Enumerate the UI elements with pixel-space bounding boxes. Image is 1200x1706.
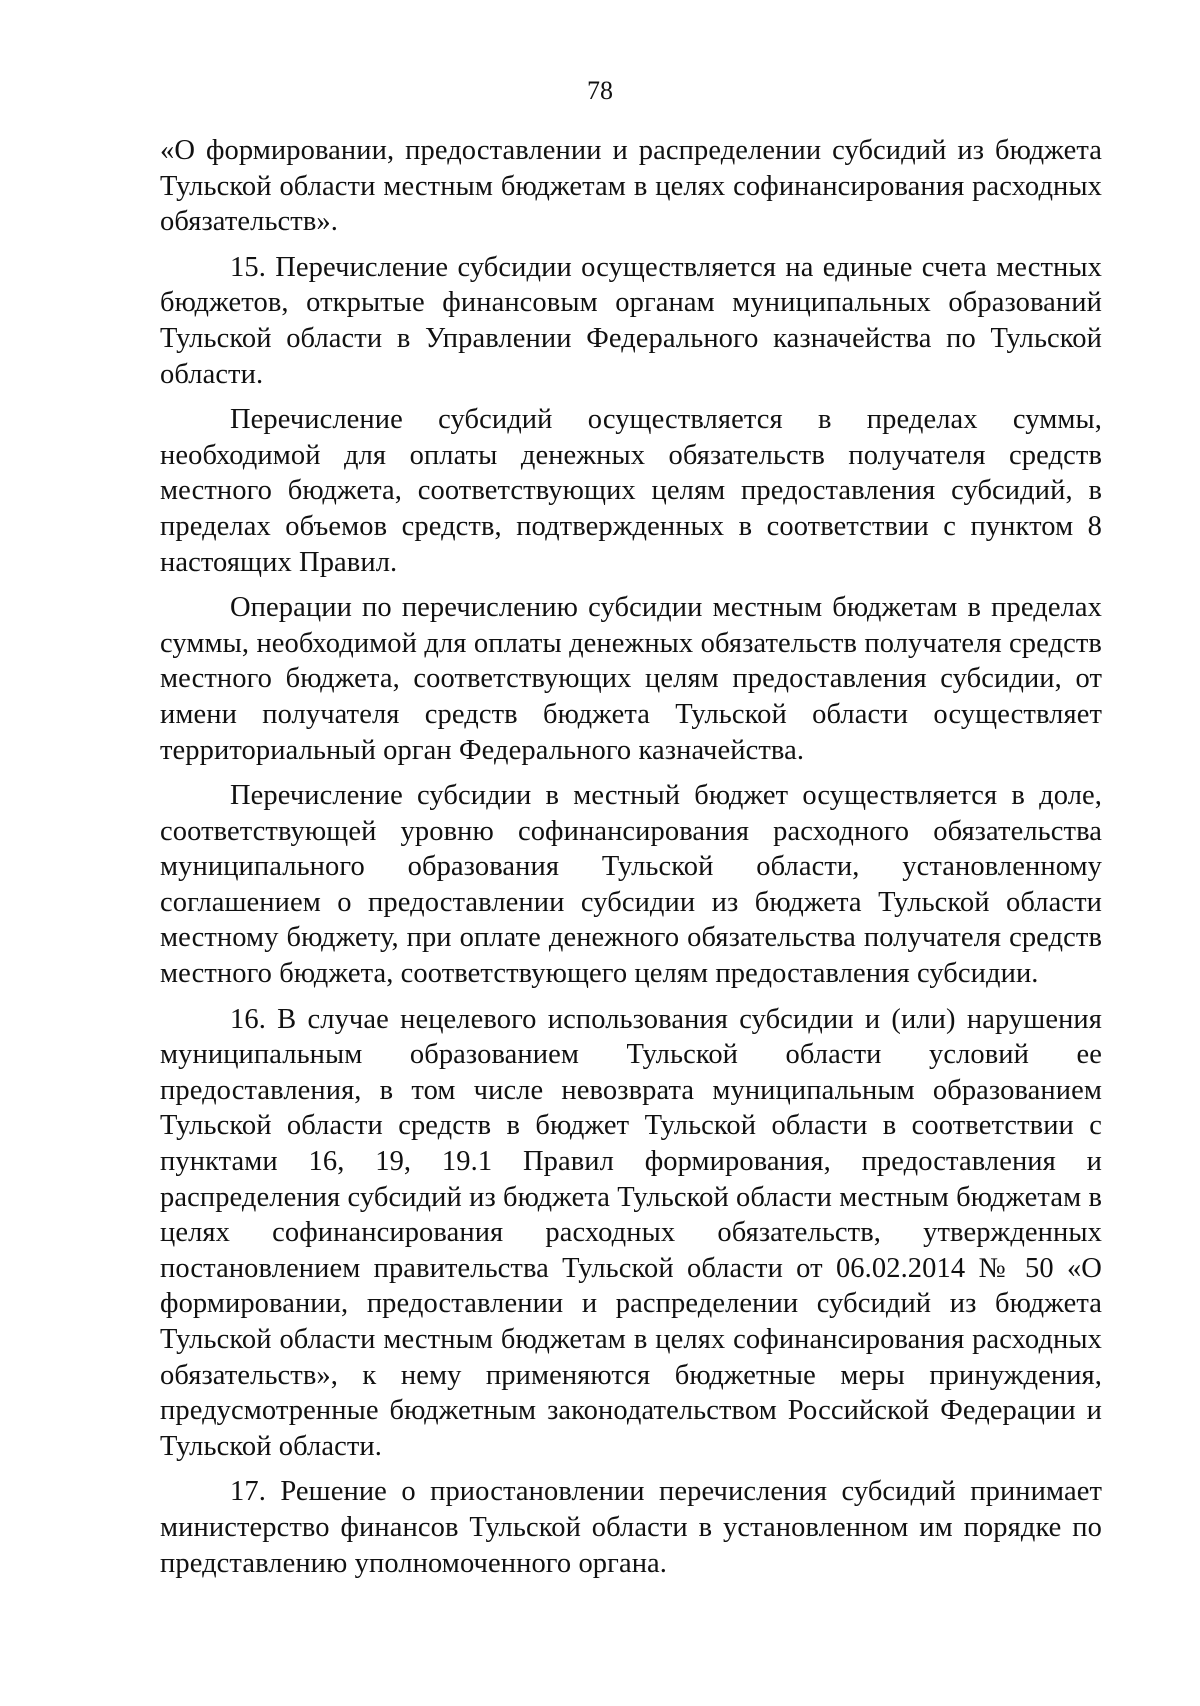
page-number: 78 (587, 76, 613, 105)
paragraph-item-17: 17. Решение о приостановлении перечисления субсидий принимает министерство финансов Тульской области в установленном им порядке по представлению уполномоченного органа. (160, 1476, 1102, 1579)
paragraph-transfer-share: Перечисление субсидии в местный бюджет осуществляется в доле, соответствующей уровню софинансирования расходного обязательства муниципального образования Тульской области, установленному соглашением о предоставлении субсидии из бюджета Тульской области местному бюджету, при оплате денежного обязательства получателя средств местного бюджета, соответствующего целям предоставления субсидии. (160, 780, 1102, 990)
paragraph-transfer-limits: Перечисление субсидий осуществляется в пределах суммы, необходимой для оплаты денежных обязательств получателя средств местного бюджета, соответствующих целям предоставления субсидий, в пределах объемов средств, подтвержденных в соответствии с пунктом 8 настоящих Правил. (160, 404, 1102, 578)
paragraph-item-15: 15. Перечисление субсидии осуществляется на единые счета местных бюджетов, открытые финансовым органам муниципальных образований Тульской области в Управлении Федерального казначейства по Тульской области. (160, 251, 1102, 390)
paragraph-continuation: «О формировании, предоставлении и распределении субсидий из бюджета Тульской области местным бюджетам в целях софинансирования расходных обязательств». (160, 135, 1102, 238)
document-body (160, 133, 1102, 1581)
paragraph-item-16: 16. В случае нецелевого использования субсидии и (или) нарушения муниципальным образованием Тульской области условий ее предоставления, в том числе невозврата муниципальным образованием Тульской области средств в бюджет Тульской области в соответствии с пунктами 16, 19, 19.1 Правил формирования, предоставления и распределения субсидий из бюджета Тульской области местным бюджетам в целях софинансирования расходных обязательств, утвержденных постановлением правительства Тульской области от 06.02.2014 № 50 «О формировании, предоставлении и распределении субсидий из бюджета Тульской области местным бюджетам в целях софинансирования расходных обязательств», к нему применяются бюджетные меры принуждения, предусмотренные бюджетным законодательством Российской Федерации и Тульской области. (160, 1003, 1102, 1462)
paragraph-transfer-operations: Операции по перечислению субсидии местным бюджетам в пределах суммы, необходимой для оплаты денежных обязательств получателя средств местного бюджета, соответствующих целям предоставления субсидии, от имени получателя средств бюджета Тульской области осуществляет территориальный орган Федерального казначейства. (160, 592, 1102, 766)
